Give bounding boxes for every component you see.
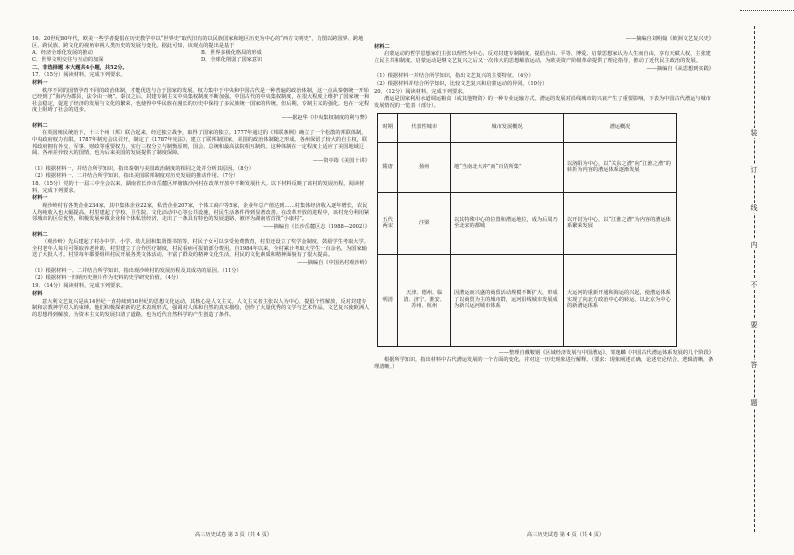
section-title: 二、非选择题 本大题共4小题，共52分。	[32, 64, 128, 71]
q19-material2-text: 启蒙运动的哲学思想家们主张以理性为中心，反对封建专制制度，提倡自由、平等、博爱。启蒙思想家认为人生而自由，享有天赋人权，主张建立民主共和制度。启蒙运动是继文艺复兴之后又一次伟大的思想解放运动，为欧美资产阶级革命提供了理论指导，推动了近代民主政治的发展。	[374, 51, 711, 64]
q19-task1: （1）根据材料一并结合所学知识，指出文艺复兴的主要特征。（4分）	[374, 73, 534, 80]
table-cell-city: 天津、德州、临清、济宁、淮安、苏州、杭州	[398, 254, 451, 346]
footer-left: 高三历史试卷 第 3 页（共 4 页）	[195, 532, 273, 538]
q17-material1-title: 材料一	[32, 79, 48, 86]
q17-material2-text: 在英国殖民统治下，十三个州（邦）联合起来，经过独立战争，取得了国家的独立。1777年通过的《邦联条例》确立了一个松散的邦联体制，中央政府权力有限。1787年制宪会议召开，制定了《1787年宪法》，建立了联邦制国家，美国的政治体制随之形成。各州保留了较大的自主权，联邦政府拥有外交、军事、财政等重要权力，实行三权分立与制衡原则，国会、总统和最高法院相互制约。这种体制在一定程度上适应了美国地域辽阔、各州差异较大的国情，也为后来美国的发展提供了制度保障。	[32, 130, 368, 157]
binding-char: 装	[747, 128, 761, 138]
q17-material2-source: ——资中筠《美国十讲》	[312, 157, 370, 164]
q18-material1-title: 材料一	[32, 195, 48, 202]
table-cell-era: 明清	[378, 254, 398, 346]
table-cell-city: 扬州	[398, 142, 451, 192]
table-cell-city: 汴梁	[398, 192, 451, 254]
table-cell-development: 地“当南北大冲”而“百货所集”	[450, 142, 563, 192]
table-header-row	[378, 113, 677, 142]
q19-material2-title: 材料二	[374, 43, 390, 50]
q20-head: 20．（12分）阅读材料，完成下列要求。	[374, 88, 468, 95]
q20-source: ——整理自戴鞍钢《区域经济发展与中国漕运》、邹逸麟《中国古代漕运体系发展的几个阶段》	[498, 349, 714, 356]
binding-char: 内	[747, 240, 761, 250]
q17-material2-title: 材料二	[32, 122, 48, 129]
q16-option-d: D．全球化削弱了国家意识	[201, 56, 263, 63]
q19-material-text: 意大利文艺复兴是从14世纪一直持续到16世纪的思想文化运动，其核心是人文主义。人文主义者主张以人为中心，提倡个性解放，反对封建专制和宗教神学对人的束缚。他们积极探索新的艺术表现形式，强调对人体和自然的真实描绘，创作了大量优秀的文学与艺术作品。文艺复兴使欧洲人的思想得到解放，为资本主义的发展扫清了道路，也为近代自然科学的产生创造了条件。	[32, 298, 370, 318]
right-column	[374, 36, 714, 372]
binding-margin	[722, 0, 794, 555]
table-row	[378, 254, 677, 346]
q16-options	[32, 50, 370, 63]
q18-material1-source: ——摘编自《长沙岳麓区志（1988—2002）》	[263, 223, 370, 230]
binding-char: 线	[747, 203, 761, 213]
q16-option-a: A．经济全球化发展的推动	[32, 50, 93, 57]
table-cell-development: 以其特殊中心的位置和漕运地位，成为后周乃至北宋的都城	[450, 192, 563, 254]
canal-table	[377, 113, 677, 347]
table-cell-era: 隋唐	[378, 142, 398, 192]
q18-material1-text: 观沙岭村有各类企业234家，其中集体企业22家，私营企业207家，个体工商户等5家，企业年总产值达到……村集体经济收入逐年增长，农民人均纯收入也大幅提高。村里建起了学校、卫生院、文化活动中心等公共设施，村民生活条件得到显著改善。在改革开放的进程中，该村充分利用紧邻城市的区位优势，积极发展乡镇企业和个体私营经济，走出了一条具有特色的发展道路，被评为湖南省首批“小康村”。	[32, 202, 370, 223]
q16-option-b: B．世界多极化格局的形成	[201, 50, 262, 57]
binding-char: 订	[747, 165, 761, 175]
q18-material2-title: 材料二	[32, 231, 48, 238]
table-cell-era: 五代两宋	[378, 192, 398, 254]
q18-task2: （2）根据材料一归纳历史照片作为史料的史学研究价值。（4分）	[32, 275, 182, 282]
q17-material1-text: 秩序不同的国情孕育不同的政治体制，才能优选与合于国家的发展。权力集中于中央和中国古代是一种普遍的政治体制，这一点从秦朝统一开始已经到了“海内为郡县，法令由一统”。秦汉之后，封建专制主义中央集权制度不断加强。中国古代的中央集权制度，在很大程度上维护了国家统一和社会稳定，促进了经济的发展与文化的繁荣，也使得中华民族在漫长的历史中保持了多民族统一国家的传统。但后期，专制主义的强化，也在一定程度上阻碍了社会的进步。	[32, 87, 370, 114]
table-cell-canal: 大运河的重新开通和海运的兴起，使漕运体系实现了向北方政治中心的转运，以北京为中心的新漕运体系	[563, 254, 676, 346]
q19-top-source: ——摘编自刘明翰《欧洲文艺复兴史》	[625, 36, 714, 42]
binding-dashed-line	[754, 26, 755, 532]
q17-task2: （2）根据材料一、二并结合所学知识，指出美国联邦制度对历史发展的推动作用。（7分）	[32, 173, 239, 180]
q17-task1: （1）根据材料一，并结合所学知识，指出秦朝与美国政治制度的相同之处并分析其原因。（8分）	[32, 165, 254, 172]
q19-material-title: 材料	[32, 290, 43, 297]
table-row	[378, 142, 677, 192]
q16-stem: 16．20世纪80年代，欧美一些学者提倡在历史教学中以“世界史”取代旧有的以民族国家和地区历史为中心的“西方文明史”，力图以跨国界、跨地区、跨民族、跨文化的视角审视人类历史的发展与变化。据此可知，该观点的提出是基于	[32, 36, 364, 49]
q19-head: 19．（14分）阅读材料，完成下列要求。	[32, 283, 126, 290]
table-header-period: 时期	[378, 113, 398, 142]
table-cell-development: 因漕运而兴盛的商贸活动规模不断扩大，形成了以商贸为主的城市群，运河沿线城市发展成为新兴运河城市体系	[450, 254, 563, 346]
left-column	[32, 36, 370, 319]
binding-char: 不	[747, 280, 761, 290]
q17-material1-source: ——据赵华《中央集权制度的利与弊》	[281, 115, 370, 122]
table-row	[378, 192, 677, 254]
q18-material2-source: ——摘编自《中国名村观沙岭》	[297, 260, 370, 267]
binding-char: 题	[747, 398, 761, 408]
binding-char: 答	[747, 360, 761, 370]
q16-option-c: C．世界文明交往与互动的加深	[32, 56, 104, 63]
q17-head: 17．（15分）阅读材料，完成下列要求。	[32, 72, 126, 79]
q18-task1: （1）根据材料一、二并结合所学知识，指出观沙岭村的发展历程及其成功的原因。（11分）	[32, 267, 242, 274]
footer-right: 高三历史试卷 第 4 页（共 4 页）	[527, 532, 605, 538]
q20-intro: 漕运是国家利用水道调运粮食（或其他物资）的一种专业运输方式。漕运的发展对沿线城市的兴衰产生了重要影响。下表为中国古代漕运与城市发展情况的一览表（部分）。	[374, 96, 711, 109]
q18-material2-text: （观沙岭）先后建起了村办中学、小学、幼儿园和集贤图书馆等，村民子女可以享受免费教育，村里还设立了奖学金制度，鼓励学生考取大学。全村老年人每月可领取养老补助，村里建立了合作医疗制度，村民看病可报销部分费用。自1984年以来，全村累计考取大学生一百余名，为国家输送了大批人才。村里每年都要组织村民开展各类文体活动，丰富了群众的精神文化生活，村民的文化素质和精神面貌有了很大提高。	[32, 239, 369, 259]
q18-head: 18．（15分）党的十一届三中全会以来，湖南省长沙市岳麓区坪塘镇沙河村在改革开放中不断发展壮大。以下材料反映了该村的发展历程。阅读材料，完成下列要求。	[32, 181, 365, 194]
q20-task: 根据所学知识，指出材料中古代漕运发展的一个方面的变化，并对这一历史现象进行解释。（要求：现象阐述正确，论述史论结合，逻辑清晰，条理清晰。）	[374, 357, 714, 370]
table-header-canal: 漕运概况	[563, 113, 676, 142]
binding-char: 要	[747, 320, 761, 330]
table-header-development: 城市发展概况	[450, 113, 563, 142]
table-header-city: 代表性城市	[398, 113, 451, 142]
table-cell-canal: 以洛阳为中心，以“关东之漕”向“江淮之漕”的转折为内容的漕运体系逐渐发展	[563, 142, 676, 192]
table-cell-canal: 以开封为中心，以“江淮之漕”为内容的漕运体系繁荣发展	[563, 192, 676, 254]
q19-material2-source: ——摘编自《从思想到实践》	[646, 65, 714, 72]
q19-task2: （2）根据材料并结合所学知识，比较文艺复兴和启蒙运动的异同。（10分）	[374, 81, 548, 88]
